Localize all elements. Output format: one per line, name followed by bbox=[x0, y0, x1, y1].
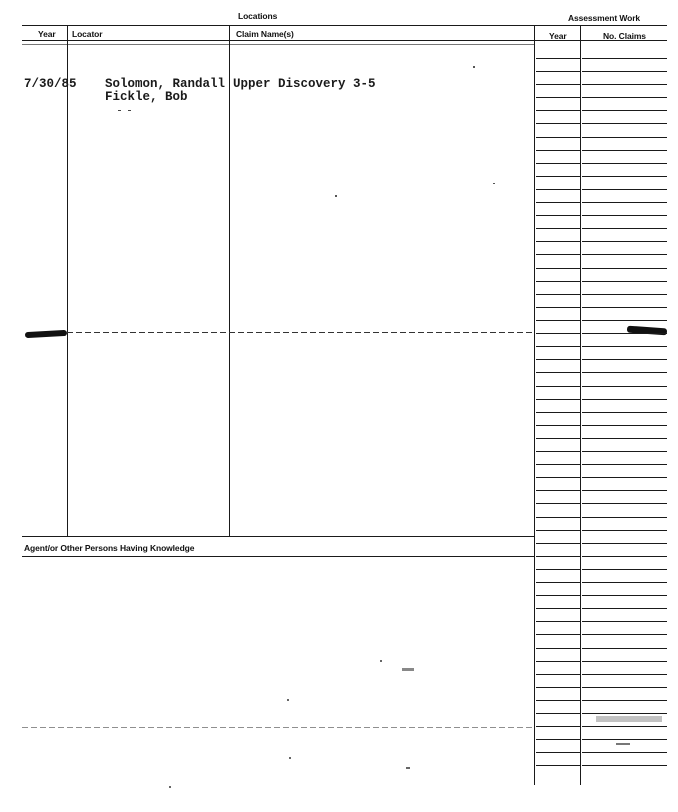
assessment-year-cell-rule bbox=[536, 674, 580, 675]
assessment-claims-cell-rule bbox=[582, 530, 667, 531]
assessment-year-cell-rule bbox=[536, 503, 580, 504]
assessment-year-cell-rule bbox=[536, 281, 580, 282]
agents-header-rule bbox=[22, 556, 534, 557]
assessment-year-cell-rule bbox=[536, 71, 580, 72]
assessment-year-cell-rule bbox=[536, 84, 580, 85]
assessment-year-cell-rule bbox=[536, 346, 580, 347]
scan-speck bbox=[287, 699, 289, 701]
scan-speck bbox=[493, 183, 495, 184]
assessment-year-cell-rule bbox=[536, 307, 580, 308]
agents-section-top-rule bbox=[22, 536, 534, 537]
assessment-year-cell-rule bbox=[536, 517, 580, 518]
assessment-claims-cell-rule bbox=[582, 386, 667, 387]
assessment-year-cell-rule bbox=[536, 137, 580, 138]
assessment-claims-cell-rule bbox=[582, 189, 667, 190]
assessment-year-cell-rule bbox=[536, 726, 580, 727]
scan-speck bbox=[335, 195, 337, 197]
year-column-header: Year bbox=[38, 29, 56, 39]
assessment-claims-cell-rule bbox=[582, 517, 667, 518]
assessment-year-cell-rule bbox=[536, 687, 580, 688]
assessment-year-cell-rule bbox=[536, 582, 580, 583]
assessment-year-cell-rule bbox=[536, 765, 580, 766]
assessment-year-cell-rule bbox=[536, 359, 580, 360]
scan-speck bbox=[380, 660, 382, 662]
scan-speck bbox=[406, 767, 410, 769]
assessment-claims-cell-rule bbox=[582, 346, 667, 347]
assessment-claims-cell-rule bbox=[582, 425, 667, 426]
assessment-claims-cell-rule bbox=[582, 674, 667, 675]
assessment-year-cell-rule bbox=[536, 608, 580, 609]
scan-speck bbox=[128, 110, 131, 111]
assessment-year-cell-rule bbox=[536, 425, 580, 426]
assessment-claims-cell-rule bbox=[582, 71, 667, 72]
assessment-year-cell-rule bbox=[536, 97, 580, 98]
scan-speck bbox=[473, 66, 475, 68]
entry-claim-name: Upper Discovery 3-5 bbox=[233, 77, 376, 91]
assessment-claims-cell-rule bbox=[582, 634, 667, 635]
claim-names-column-header: Claim Name(s) bbox=[236, 29, 294, 39]
assessment-claims-cell-rule bbox=[582, 621, 667, 622]
assessment-claims-cell-rule bbox=[582, 202, 667, 203]
assessment-year-cell-rule bbox=[536, 713, 580, 714]
assessment-claims-cell-rule bbox=[582, 399, 667, 400]
assessment-year-cell-rule bbox=[536, 399, 580, 400]
assessment-year-divider bbox=[580, 25, 581, 785]
assessment-claims-cell-rule bbox=[582, 58, 667, 59]
assessment-claims-cell-rule bbox=[582, 490, 667, 491]
assessment-claims-cell-rule bbox=[582, 97, 667, 98]
assessment-claims-cell-rule bbox=[582, 359, 667, 360]
claims-assessment-divider bbox=[534, 25, 535, 785]
assessment-claims-cell-rule bbox=[582, 556, 667, 557]
assessment-year-cell-rule bbox=[536, 333, 580, 334]
entry-locator-2: Fickle, Bob bbox=[105, 90, 188, 104]
assessment-claims-cell-rule bbox=[582, 372, 667, 373]
assessment-claims-cell-rule bbox=[582, 503, 667, 504]
assessment-year-cell-rule bbox=[536, 176, 580, 177]
assessment-year-cell-rule bbox=[536, 58, 580, 59]
assessment-year-cell-rule bbox=[536, 254, 580, 255]
assessment-claims-cell-rule bbox=[582, 700, 667, 701]
assessment-year-cell-rule bbox=[536, 294, 580, 295]
year-locator-divider bbox=[67, 25, 68, 536]
assessment-claims-cell-rule bbox=[582, 726, 667, 727]
assessment-claims-cell-rule bbox=[582, 320, 667, 321]
assessment-claims-cell-rule bbox=[582, 294, 667, 295]
assessment-year-cell-rule bbox=[536, 438, 580, 439]
assessment-claims-cell-rule bbox=[582, 215, 667, 216]
assessment-claims-cell-rule bbox=[582, 110, 667, 111]
assessment-claims-cell-rule bbox=[582, 582, 667, 583]
section-divider-line bbox=[67, 332, 534, 333]
assessment-year-cell-rule bbox=[536, 412, 580, 413]
assessment-claims-cell-rule bbox=[582, 163, 667, 164]
scan-speck bbox=[169, 786, 171, 788]
assessment-year-cell-rule bbox=[536, 320, 580, 321]
assessment-claims-cell-rule bbox=[582, 176, 667, 177]
assessment-claims-cell-rule bbox=[582, 150, 667, 151]
assessment-year-cell-rule bbox=[536, 569, 580, 570]
scan-speck bbox=[596, 716, 662, 722]
scan-speck bbox=[402, 668, 414, 671]
scan-speck bbox=[289, 757, 291, 759]
assessment-year-cell-rule bbox=[536, 215, 580, 216]
assessment-claims-cell-rule bbox=[582, 595, 667, 596]
assessment-claims-cell-rule bbox=[582, 752, 667, 753]
locator-column-header: Locator bbox=[72, 29, 103, 39]
assessment-year-cell-rule bbox=[536, 752, 580, 753]
assessment-claims-cell-rule bbox=[582, 543, 667, 544]
assessment-year-cell-rule bbox=[536, 451, 580, 452]
assessment-claims-cell-rule bbox=[582, 412, 667, 413]
assessment-claims-cell-rule bbox=[582, 765, 667, 766]
agents-header: Agent/or Other Persons Having Knowledge bbox=[24, 543, 195, 553]
assessment-year-cell-rule bbox=[536, 543, 580, 544]
assessment-year-cell-rule bbox=[536, 189, 580, 190]
assessment-year-cell-rule bbox=[536, 477, 580, 478]
assessment-year-cell-rule bbox=[536, 241, 580, 242]
assessment-year-cell-rule bbox=[536, 163, 580, 164]
assessment-claims-cell-rule bbox=[582, 739, 667, 740]
assessment-claims-cell-rule bbox=[582, 307, 667, 308]
assessment-claims-cell-rule bbox=[582, 333, 667, 334]
header-bottom-rule bbox=[22, 40, 667, 41]
assessment-claims-cell-rule bbox=[582, 713, 667, 714]
header-top-rule bbox=[22, 25, 667, 26]
assessment-year-cell-rule bbox=[536, 648, 580, 649]
assessment-claims-cell-rule bbox=[582, 569, 667, 570]
assessment-work-header: Assessment Work bbox=[568, 13, 641, 23]
assessment-claims-cell-rule bbox=[582, 477, 667, 478]
assessment-year-cell-rule bbox=[536, 228, 580, 229]
header-second-rule bbox=[22, 44, 534, 45]
assessment-no-claims-column-header: No. Claims bbox=[603, 31, 646, 41]
assessment-year-cell-rule bbox=[536, 700, 580, 701]
assessment-year-cell-rule bbox=[536, 150, 580, 151]
assessment-year-cell-rule bbox=[536, 530, 580, 531]
assessment-claims-cell-rule bbox=[582, 228, 667, 229]
assessment-year-cell-rule bbox=[536, 268, 580, 269]
assessment-claims-cell-rule bbox=[582, 137, 667, 138]
assessment-claims-cell-rule bbox=[582, 438, 667, 439]
assessment-year-cell-rule bbox=[536, 202, 580, 203]
bottom-faint-line bbox=[22, 727, 534, 728]
assessment-claims-cell-rule bbox=[582, 661, 667, 662]
assessment-claims-cell-rule bbox=[582, 464, 667, 465]
margin-smudge-left bbox=[25, 330, 67, 338]
assessment-year-cell-rule bbox=[536, 490, 580, 491]
assessment-year-cell-rule bbox=[536, 634, 580, 635]
scan-speck bbox=[118, 110, 121, 111]
assessment-year-cell-rule bbox=[536, 556, 580, 557]
assessment-year-cell-rule bbox=[536, 661, 580, 662]
entry-date: 7/30/85 bbox=[24, 77, 77, 91]
locations-header: Locations bbox=[238, 11, 278, 21]
assessment-year-cell-rule bbox=[536, 372, 580, 373]
assessment-claims-cell-rule bbox=[582, 687, 667, 688]
assessment-claims-cell-rule bbox=[582, 451, 667, 452]
assessment-year-cell-rule bbox=[536, 110, 580, 111]
assessment-year-cell-rule bbox=[536, 621, 580, 622]
assessment-claims-cell-rule bbox=[582, 84, 667, 85]
entry-locator-1: Solomon, Randall bbox=[105, 77, 226, 91]
assessment-year-cell-rule bbox=[536, 739, 580, 740]
assessment-claims-cell-rule bbox=[582, 123, 667, 124]
assessment-year-cell-rule bbox=[536, 595, 580, 596]
locator-claim-divider bbox=[229, 25, 230, 536]
assessment-year-column-header: Year bbox=[549, 31, 567, 41]
assessment-year-cell-rule bbox=[536, 123, 580, 124]
assessment-year-cell-rule bbox=[536, 386, 580, 387]
assessment-claims-cell-rule bbox=[582, 268, 667, 269]
scan-speck bbox=[616, 743, 630, 745]
assessment-claims-cell-rule bbox=[582, 241, 667, 242]
assessment-claims-cell-rule bbox=[582, 254, 667, 255]
assessment-claims-cell-rule bbox=[582, 648, 667, 649]
assessment-year-cell-rule bbox=[536, 464, 580, 465]
assessment-claims-cell-rule bbox=[582, 608, 667, 609]
assessment-claims-cell-rule bbox=[582, 281, 667, 282]
